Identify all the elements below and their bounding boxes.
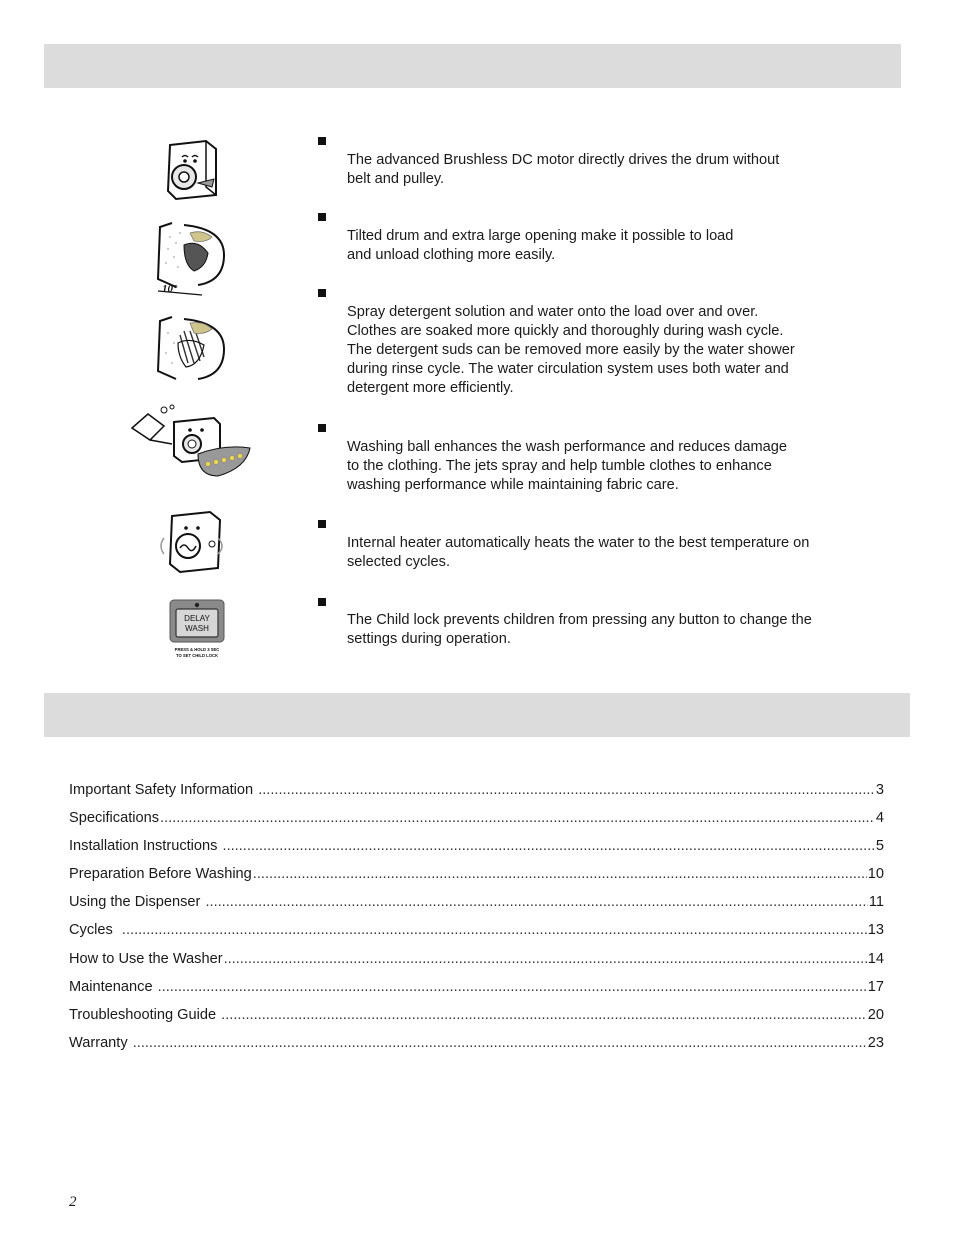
- child-lock-caption-2: TO SET CHILD LOCK: [175, 653, 219, 658]
- bullet: [318, 213, 326, 221]
- feature-description: Internal heater automatically heats the water to the best temperature on selected cycles.: [347, 535, 810, 570]
- direct-drive-motor-icon: [162, 137, 222, 201]
- toc-page: 4: [875, 810, 884, 826]
- toc-page: 20: [867, 1007, 884, 1023]
- toc-leader: [133, 1034, 867, 1052]
- tilted-drum-icon: [154, 219, 232, 299]
- toc-page: 11: [868, 894, 884, 910]
- feature-description: Washing ball enhances the wash performance and reduces damage to the clothing. The jets spray and help tumble clothes to enhance washing performance while maintaining fabric care.: [347, 439, 787, 493]
- toc-leader: [258, 781, 875, 799]
- toc-page: 10: [867, 866, 884, 882]
- toc-title: Maintenance: [69, 979, 157, 995]
- toc-entry[interactable]: [69, 779, 884, 799]
- toc-entry[interactable]: [69, 948, 884, 968]
- toc-entry[interactable]: [69, 863, 884, 883]
- toc-page: 23: [867, 1035, 884, 1051]
- toc-leader: [158, 978, 867, 996]
- feature-description: The advanced Brushless DC motor directly drives the drum without belt and pulley.: [347, 152, 780, 187]
- toc-page: 14: [867, 951, 884, 967]
- bullet: [318, 424, 326, 432]
- page-number: 2: [69, 1194, 77, 1210]
- toc-leader: [221, 1006, 867, 1024]
- toc-leader: [253, 865, 867, 883]
- bullet: [318, 137, 326, 145]
- toc-entry[interactable]: [69, 976, 884, 996]
- toc-title: Installation Instructions: [69, 838, 222, 854]
- washing-ball-icon: [128, 404, 252, 480]
- feature-description: Spray detergent solution and water onto the load over and over. Clothes are soaked more quickly and thoroughly during wash cycle. The detergent suds can be removed more easily by the water shower during rinse cycle. The water circulation system uses both water and detergent more efficiently.: [347, 304, 795, 396]
- feature-description: Tilted drum and extra large opening make it possible to load and unload clothing more easily.: [347, 228, 734, 263]
- child-lock-icon: [168, 598, 228, 660]
- toc-entry[interactable]: [69, 835, 884, 855]
- toc-page: 5: [875, 838, 884, 854]
- toc-title: Preparation Before Washing: [69, 866, 252, 882]
- internal-heater-icon: [156, 508, 228, 576]
- feature-description: The Child lock prevents children from pressing any button to change the settings during operation.: [347, 612, 812, 647]
- bullet: [318, 598, 326, 606]
- water-circulation-icon: [154, 313, 232, 387]
- toc-entry[interactable]: [69, 1032, 884, 1052]
- toc-entry[interactable]: [69, 807, 884, 827]
- toc-title: How to Use the Washer: [69, 951, 223, 967]
- toc-entry[interactable]: [69, 919, 884, 939]
- toc-leader: [122, 921, 867, 939]
- toc-leader: [223, 837, 875, 855]
- toc-leader: [205, 893, 867, 911]
- bullet: [318, 289, 326, 297]
- features-header-bar: [44, 44, 901, 88]
- contents-header-bar: [44, 693, 910, 737]
- bullet: [318, 520, 326, 528]
- toc-page: 17: [867, 979, 884, 995]
- toc-title: Troubleshooting Guide: [69, 1007, 221, 1023]
- tilt-angle-label: 10°: [162, 283, 178, 295]
- toc-title: Warranty: [69, 1035, 132, 1051]
- toc-title: Cycles: [69, 922, 121, 938]
- wash-label: WASH: [185, 624, 209, 633]
- toc-title: Specifications: [69, 810, 160, 826]
- toc-entry[interactable]: [69, 1004, 884, 1024]
- delay-label: DELAY: [184, 614, 210, 623]
- toc-title: Important Safety Information: [69, 782, 258, 798]
- toc-title: Using the Dispenser: [69, 894, 205, 910]
- toc-page: 3: [875, 782, 884, 798]
- toc-page: 13: [867, 922, 884, 938]
- child-lock-caption-1: PRESS & HOLD 3 SEC: [174, 647, 220, 652]
- toc-leader: [224, 950, 867, 968]
- toc-entry[interactable]: [69, 891, 884, 911]
- toc-leader: [160, 809, 875, 827]
